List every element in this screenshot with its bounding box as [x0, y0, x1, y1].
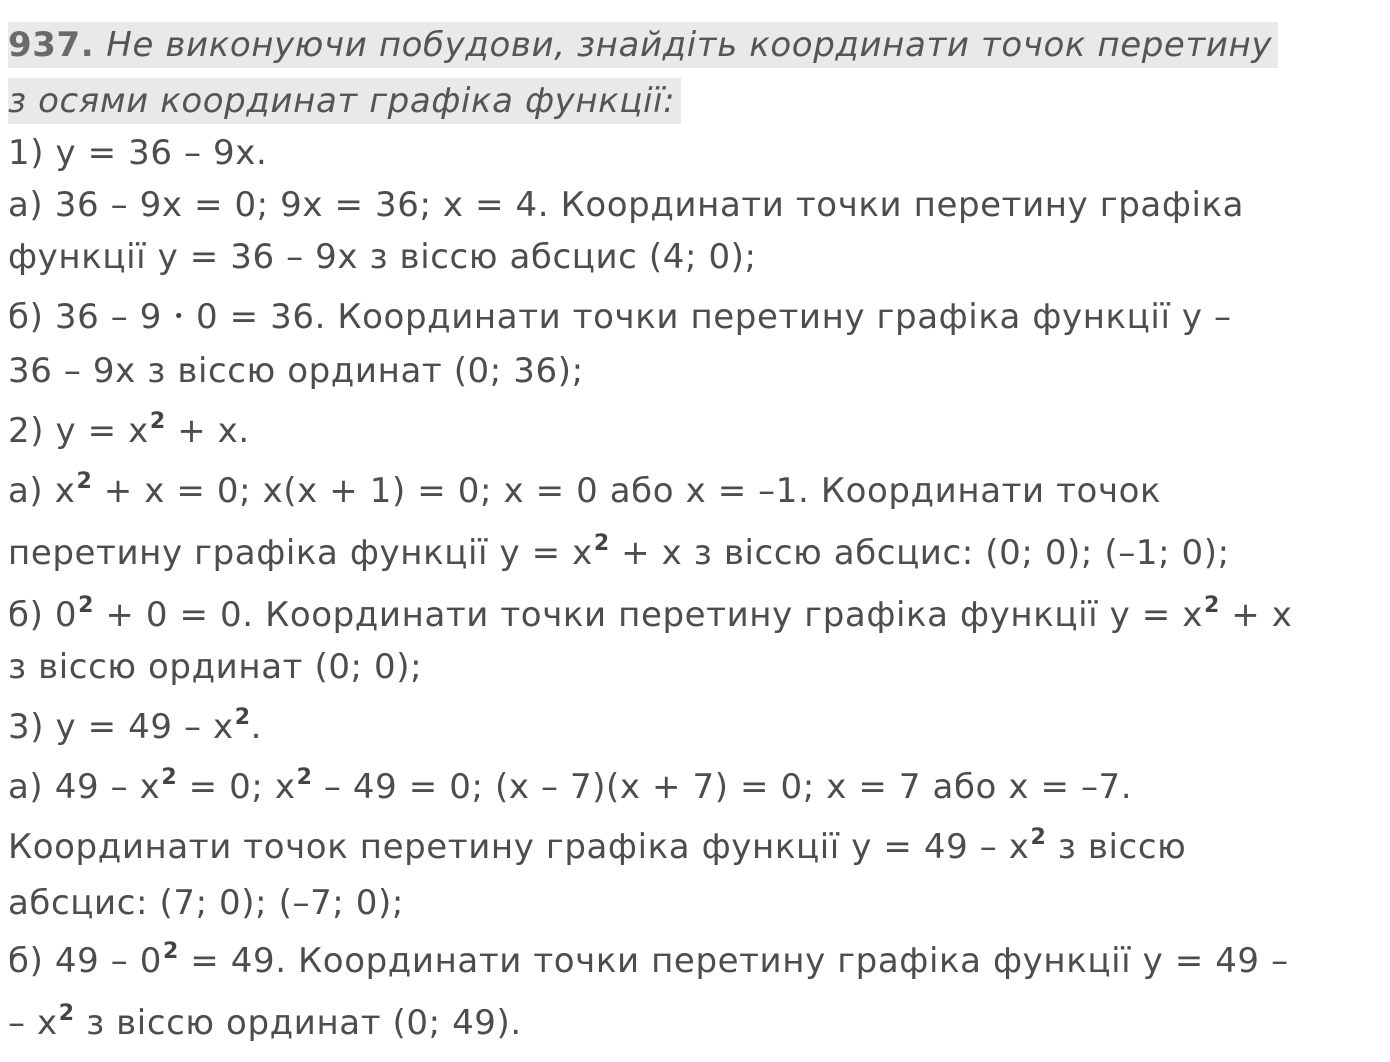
part3-heading-a: 3) y = 49 – x: [8, 707, 234, 747]
exponent: 2: [161, 765, 178, 790]
part3-b-line-2: [8, 1000, 522, 1046]
exponent: 2: [1203, 593, 1220, 618]
exponent: 2: [296, 765, 313, 790]
part2-a-text-1b: + x = 0; x(x + 1) = 0; x = 0 або x = –1. Координати точок: [92, 471, 1162, 511]
part3-heading-b: .: [250, 707, 263, 747]
part3-a-text-2a: Координати точок перетину графіка функції y = 49 – x: [8, 827, 1030, 867]
part2-b-text-1a: б) 0: [8, 595, 78, 635]
part1-a-line-1: [8, 182, 1244, 228]
task-statement-line-1: [8, 22, 1278, 68]
part2-a-text-2a: перетину графіка функції y = x: [8, 533, 593, 573]
part1-b-text-1b: 0 = 36. Координати точки перетину графіка функції y –: [184, 297, 1232, 337]
part1-a-line-2: [8, 234, 757, 280]
part2-heading-b: + x.: [165, 411, 250, 451]
part2-b-text-2: з віссю ординат (0; 0);: [8, 647, 423, 687]
part3-a-text-1c: – 49 = 0; (x – 7)(x + 7) = 0; x = 7 або x = –7.: [312, 767, 1133, 807]
part3-b-text-2a: – x: [8, 1003, 58, 1043]
task-statement-line-2: [8, 78, 681, 124]
part3-a-text-3: абсцис: (7; 0); (–7; 0);: [8, 883, 404, 923]
part1-a-text-1: а) 36 – 9x = 0; 9x = 36; x = 4. Координати точки перетину графіка: [8, 185, 1245, 225]
part1-b-line-1: [8, 294, 1232, 340]
exponent: 2: [76, 469, 93, 494]
task-number: 937.: [8, 25, 95, 65]
exponent: 2: [149, 409, 166, 434]
part2-a-line-2: [8, 530, 1230, 576]
exponent: 2: [234, 705, 251, 730]
part2-b-text-1c: + x: [1219, 595, 1293, 635]
part1-b-text-1a: б) 36 – 9: [8, 297, 174, 337]
part2-b-line-2: [8, 644, 422, 690]
part2-heading: [8, 408, 250, 454]
part3-a-text-1b: = 0; x: [177, 767, 296, 807]
part2-heading-a: 2) y = x: [8, 411, 149, 451]
part2-a-text-2b: + x з віссю абсцис: (0; 0); (–1; 0);: [609, 533, 1230, 573]
part2-b-line-1: [8, 592, 1293, 638]
part3-heading: [8, 704, 262, 750]
part3-a-text-2b: з віссю: [1046, 827, 1187, 867]
part3-a-line-3: [8, 880, 404, 926]
part1-a-text-2: функції y = 36 – 9x з віссю абсцис (4; 0);: [8, 237, 757, 277]
exponent: 2: [593, 531, 610, 556]
part1-heading-text: 1) y = 36 – 9x.: [8, 133, 268, 173]
task-text-2: з осями координат графіка функції:: [8, 81, 676, 121]
part1-b-line-2: [8, 348, 584, 394]
part3-b-line-1: [8, 938, 1289, 984]
exponent: 2: [78, 593, 94, 618]
multiply-dot: •: [173, 306, 185, 327]
task-text-1: Не виконуючи побудови, знайдіть координати точок перетину: [106, 25, 1273, 65]
part2-a-line-1: [8, 468, 1161, 514]
part3-b-text-1b: = 49. Координати точки перетину графіка функції y = 49 –: [178, 941, 1289, 981]
exponent: 2: [1030, 825, 1047, 850]
part3-a-text-1a: а) 49 – x: [8, 767, 161, 807]
part2-b-text-1b: + 0 = 0. Координати точки перетину графіка функції y = x: [94, 595, 1203, 635]
part2-a-text-1a: а) x: [8, 471, 76, 511]
part3-a-line-1: [8, 764, 1132, 810]
part1-b-text-2: 36 – 9x з віссю ординат (0; 36);: [8, 351, 584, 391]
exponent: 2: [162, 939, 179, 964]
part3-b-text-2b: з віссю ординат (0; 49).: [74, 1003, 522, 1043]
part3-b-text-1a: б) 49 – 0: [8, 941, 162, 981]
part1-heading: [8, 130, 267, 176]
part3-a-line-2: [8, 824, 1186, 870]
exponent: 2: [58, 1001, 75, 1026]
